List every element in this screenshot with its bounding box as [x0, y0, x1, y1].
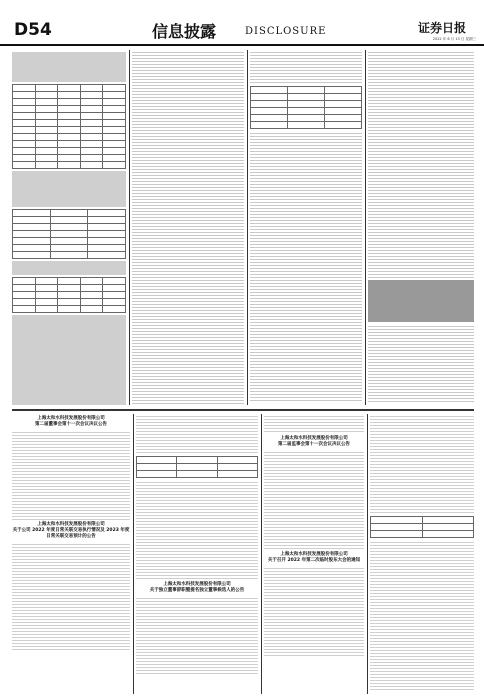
- notice-title: [264, 552, 364, 564]
- text-block: [12, 52, 126, 82]
- upper-column-3: [250, 50, 362, 405]
- page-header: [0, 0, 484, 46]
- data-table: [12, 277, 126, 313]
- notice-company: 上海太和水科技发展股份有限公司: [280, 552, 348, 557]
- upper-column-1: [12, 50, 126, 405]
- text-block: [12, 261, 126, 275]
- notice-heading: 第二届董事会第十一次会议决议公告: [35, 422, 107, 427]
- page-number: D54: [14, 20, 52, 40]
- section-title-en: DISCLOSURE: [245, 26, 327, 37]
- column-divider: [129, 50, 130, 405]
- column-divider: [133, 414, 134, 694]
- notice-company: 上海太和水科技发展股份有限公司: [280, 436, 348, 441]
- notice-title: [12, 522, 130, 540]
- data-table: [12, 209, 126, 259]
- column-divider: [365, 50, 366, 405]
- newspaper-logo: 证券日报: [418, 21, 467, 35]
- lower-column-2: [136, 414, 258, 694]
- data-table: [136, 456, 258, 478]
- notice-company: 上海太和水科技发展股份有限公司: [163, 582, 231, 587]
- column-divider: [261, 414, 262, 694]
- section-separator: [12, 409, 474, 411]
- lower-column-1: [12, 414, 130, 694]
- text-block: [12, 315, 126, 405]
- data-table: [370, 516, 474, 538]
- data-table: [12, 84, 126, 169]
- notice-company: 上海太和水科技发展股份有限公司: [37, 416, 105, 421]
- notice-title: [12, 416, 130, 428]
- upper-column-2: [132, 50, 244, 405]
- text-block: [12, 171, 126, 207]
- notice-heading: 关于独立董事辞职暨提名独立董事候选人的公告: [149, 588, 245, 593]
- notice-title: [136, 582, 258, 594]
- notice-heading: 关于召开 2022 年第二次临时股东大会的通知: [267, 558, 361, 563]
- column-divider: [247, 50, 248, 405]
- notice-heading: 关于公司 2022 年度日常关联交易执行情况及 2023 年度日常关联交易预计的公告: [12, 528, 130, 539]
- upper-column-4: [368, 50, 474, 405]
- lower-column-3: [264, 414, 364, 694]
- upper-column-1-text: [12, 52, 126, 405]
- issue-date: 2022 年 6 月 13 日 星期三: [432, 37, 476, 41]
- column-divider: [367, 414, 368, 694]
- data-table: [250, 86, 362, 129]
- lower-column-4: [370, 414, 474, 694]
- text-block: [368, 280, 474, 322]
- notice-company: 上海太和水科技发展股份有限公司: [37, 522, 105, 527]
- notice-heading: 第二届监事会第十一次会议决议公告: [278, 442, 350, 447]
- notice-title: [264, 436, 364, 448]
- section-title: 信息披露: [152, 22, 217, 41]
